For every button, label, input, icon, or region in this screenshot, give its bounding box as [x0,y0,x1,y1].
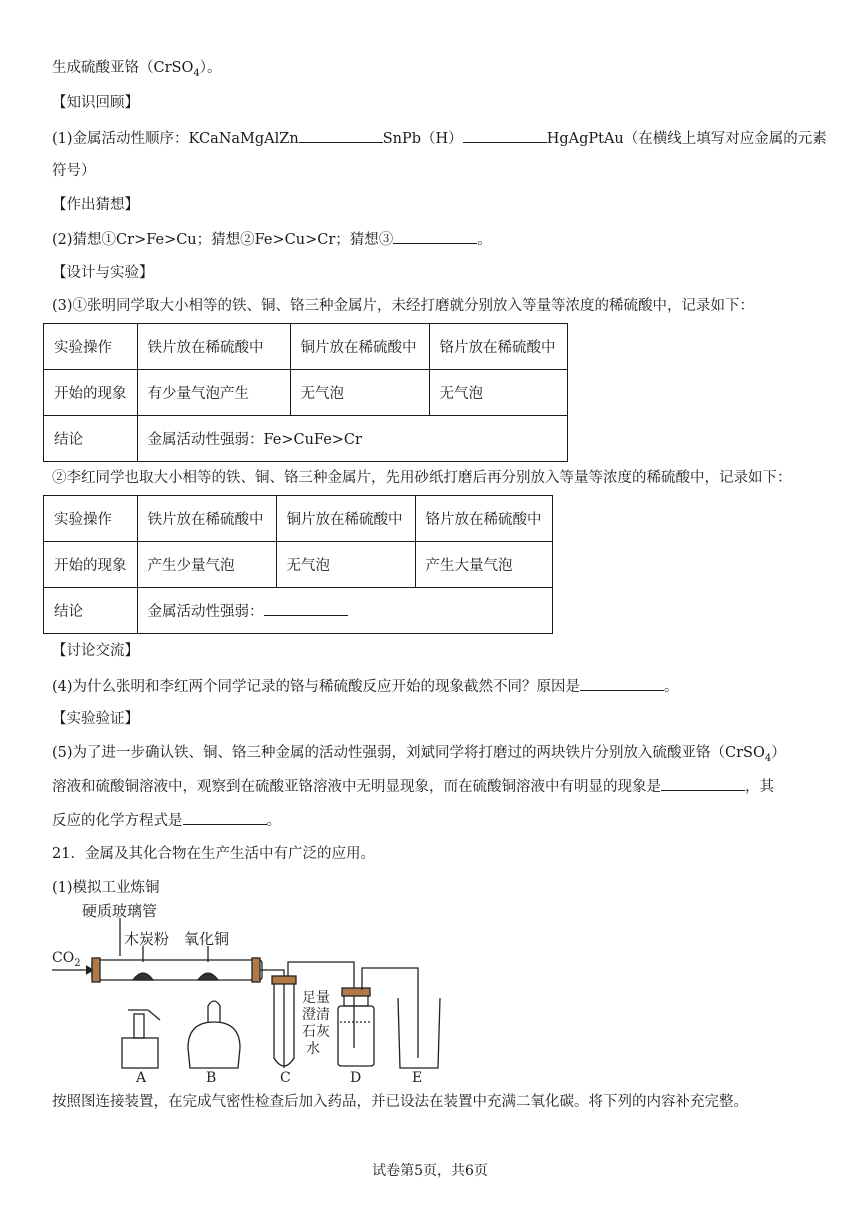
section-heading: 【作出猜想】 [52,197,139,213]
text-line: 按照图连接装置，在完成气密性检查后加入药品，并已设法在装置中充满二氧化碳。将下列的内容补充完整。 [52,1094,748,1110]
text-line: 反应的化学方程式是 。 [52,810,281,831]
figure-label: 木炭粉 [124,930,170,948]
table-cell: 开始的现象 [44,542,138,588]
copper-oxide-powder [198,973,218,980]
table-row [44,370,568,416]
experiment-table-1 [43,323,568,462]
connecting-tube [362,968,418,1058]
table-row [44,542,553,588]
table-cell: 铬片放在稀硫酸中 [415,496,553,542]
gas-label: $CO_2$ [52,950,81,969]
question-21: 21．金属及其化合物在生产生活中有广泛的应用。 [52,846,375,862]
table-cell: 无气泡 [276,542,415,588]
question-1: (1)金属活动性顺序：KCaNaMgAlZn SnPb（H） HgAgPtAu（在横线上填写对应金属的元素 [52,128,827,149]
question-21-1: (1)模拟工业炼铜 [52,880,160,896]
answer-blank[interactable] [264,601,348,616]
answer-blank[interactable] [393,229,477,244]
table-cell: 铁片放在稀硫酸中 [137,324,290,370]
apparatus-diagram [48,898,448,1086]
figure-label: 硬质玻璃管 [82,902,158,920]
text-line: 符号） [52,163,96,179]
alcohol-lamp [188,1022,240,1068]
charcoal-powder [133,973,153,980]
table-cell: 无气泡 [429,370,568,416]
figure-letter: D [350,1070,362,1086]
question-3-2: ②李红同学也取大小相等的铁、铜、铬三种金属片，先用砂纸打磨后再分别放入等量等浓度的稀硫酸中，记录如下： [52,470,792,486]
table-row [44,324,568,370]
section-heading: 【实验验证】 [52,711,139,727]
table-cell: 产生大量气泡 [415,542,553,588]
table-cell: 开始的现象 [44,370,138,416]
table-cell: 产生少量气泡 [137,542,276,588]
section-heading: 【知识回顾】 [52,95,139,111]
figure-label: 水 [306,1041,320,1057]
experiment-table-2 [43,495,553,634]
table-cell: 实验操作 [44,496,138,542]
lamp-wick [208,1001,220,1022]
figure-letter: C [280,1070,291,1086]
answer-blank[interactable] [580,676,664,691]
gas-bottle [338,1006,374,1066]
table-cell: 无气泡 [290,370,429,416]
section-heading: 【讨论交流】 [52,643,139,659]
table-row [44,496,553,542]
answer-blank[interactable] [661,776,745,791]
table-cell: 铜片放在稀硫酸中 [276,496,415,542]
stopper [92,958,100,982]
table-cell: 铁片放在稀硫酸中 [137,496,276,542]
question-3-1: (3)①张明同学取大小相等的铁、铜、铬三种金属片，未经打磨就分别放入等量等浓度的稀硫酸中，记录如下： [52,298,755,314]
figure-label: 氧化铜 [184,930,230,948]
connecting-tube [260,970,284,1068]
stopper [252,958,260,982]
text-line: 生成硫酸亚铬（CrSO$_4$）。 [52,60,222,79]
question-5: (5)为了进一步确认铁、铜、铬三种金属的活动性强弱，刘斌同学将打磨过的两块铁片分别放入硫酸亚铬（CrSO$_4$） [52,745,786,764]
section-heading: 【设计与实验】 [52,265,154,281]
table-cell: 结论 [44,416,138,462]
figure-letter: E [412,1070,423,1086]
text-line: 溶液和硫酸铜溶液中，观察到在硫酸亚铬溶液中无明显现象，而在硫酸铜溶液中有明显的现象是 ，其 [52,776,774,797]
stopper [272,976,296,984]
table-cell: 铬片放在稀硫酸中 [429,324,568,370]
stopper [342,988,370,996]
table-cell: 金属活动性强弱：Fe>CuFe>Cr [137,416,568,462]
answer-blank[interactable] [299,128,383,143]
figure-label: 足量 [302,990,330,1006]
table-cell: 金属活动性强弱： [137,588,553,634]
glass-tube [92,960,262,980]
burner-tube [134,1014,144,1038]
table-row [44,416,568,462]
figure-label: 石灰 [302,1024,330,1040]
alcohol-burner-base [122,1038,158,1068]
table-cell: 有少量气泡产生 [137,370,290,416]
page-footer: 试卷第5页，共6页 [372,1163,488,1179]
figure-letter: A [136,1070,147,1086]
table-cell: 铜片放在稀硫酸中 [290,324,429,370]
question-2: (2)猜想①Cr>Fe>Cu；猜想②Fe>Cu>Cr；猜想③ 。 [52,229,492,250]
beaker [398,998,440,1068]
question-4: (4)为什么张明和李红两个同学记录的铬与稀硫酸反应开始的现象截然不同？原因是 。 [52,676,679,697]
answer-blank[interactable] [183,810,267,825]
figure-letter: B [206,1070,217,1086]
table-row [44,588,553,634]
figure-label: 澄清 [302,1007,330,1023]
answer-blank[interactable] [463,128,547,143]
table-cell: 结论 [44,588,138,634]
table-cell: 实验操作 [44,324,138,370]
